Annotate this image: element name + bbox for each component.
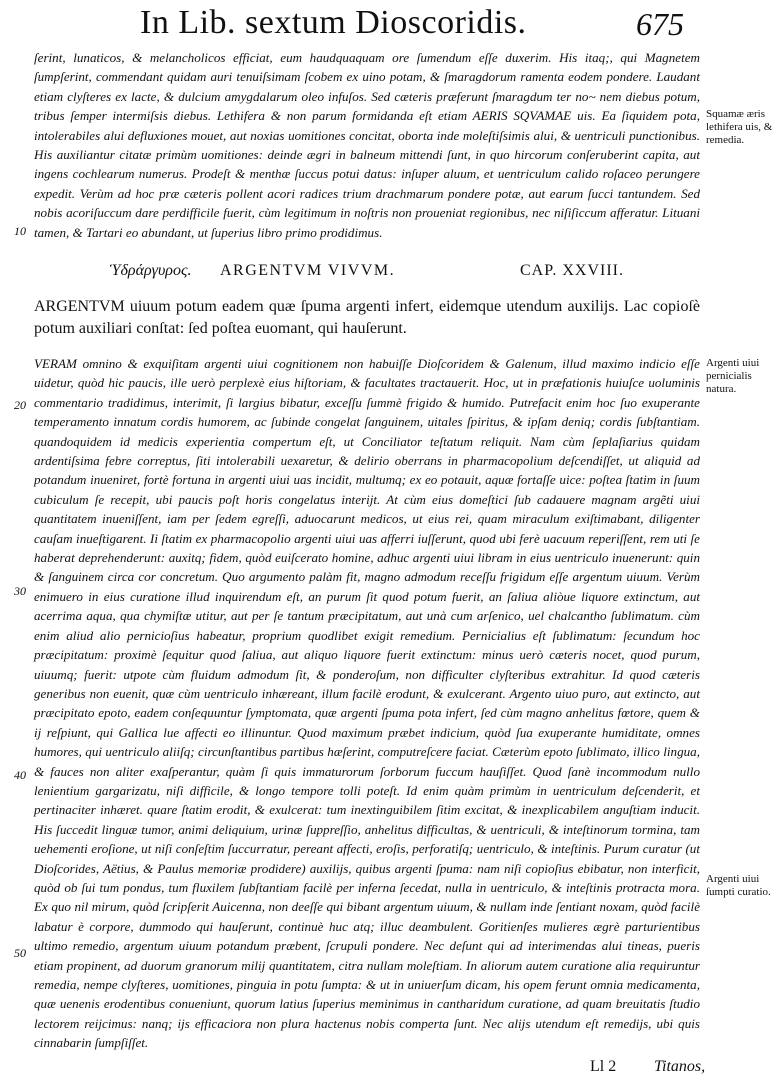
chapter-title: ARGENTVM VIVVM. bbox=[220, 262, 396, 279]
line-number: 30 bbox=[14, 584, 26, 598]
line-number: 10 bbox=[14, 224, 26, 238]
line-number: 20 bbox=[14, 398, 26, 412]
chapter-greek-title: Ὑδράργυρος. bbox=[110, 262, 192, 279]
page-footer bbox=[0, 1058, 784, 1084]
chapter-summary: ARGENTVM uiuum potum eadem quæ ſpuma argenti infert, eidemque utendum auxilijs. Lac copioſè potum auxiliari conſtat: ſed poſtea euomant, qui hauſerunt. bbox=[34, 298, 700, 337]
chapter-number: CAP. XXVIII. bbox=[520, 262, 624, 279]
margin-note-aeris: Squamæ æris lethifera uis, & remedia. bbox=[706, 108, 773, 146]
margin-note-argenti-curatio: Argenti uiui ſumpti curatio. bbox=[706, 873, 771, 898]
margin-note-argenti-natura: Argenti uiui pernicialis natura. bbox=[706, 357, 760, 395]
page-header bbox=[0, 4, 784, 44]
catchword: Titanos, bbox=[654, 1058, 706, 1075]
running-head: In Lib. sextum Dioscoridis. bbox=[140, 4, 527, 41]
line-number: 40 bbox=[14, 768, 26, 782]
paragraph-aeris-squama: ſerint, lunaticos, & melancholicos efficiat, eum haudquaquam ore ſumendum eſſe duxerim. His itaq;, qui Magnetem ſumpſerint, commendant quidam auri tenuiſsimam ſcobem ex uino potam, & ſmaragdorum ramenta eodem pondere. Laudant etiam clyſteres ex lacte, & dulcium amygdalarum oleo infuſos. Sed cæteris præferunt ſmaragdum ter no~ nem diebus potum, tribus ſemper intermiſsis diebus. Lethifera & non parum formidanda eſt etiam AERIS SQVAMAE uis. Ea ſiquidem pota, intolerabiles alui defluxiones mouet, aut noxias uomitiones concitat, oborta inde moleſtiſsimis alui, & uentriculi punctionibus. His auxiliantur citatæ primùm uomitiones: deinde ægri in balneum mittendi ſunt, in quo hircorum conſeruberint capita, aut ingens cochlearum numerus. Prodeſt & menthæ ſuccus potui datus: inſuper aluum, et uentriculum calido roſaceo perungere expedit. Verùm ad hoc præ cæteris pollent acori radices trium drachmarum pondere potæ, aut earum ſucci tantundem. Sed nobis acoriſuccum dare perdifficile fuerit, cùm legitimum in noſtris non proueniat regionibus, nec niſiſiccum afferatur. Lituani tamen, & Tartari eo abundant, ut ſuperius libro primo prodidimus. bbox=[34, 50, 700, 240]
line-number: 50 bbox=[14, 946, 26, 960]
paragraph-argentum-vivum: VERAM omnino & exquiſitam argenti uiui cognitionem non habuiſſe Dioſcoridem & Galenum, illud maximo indicio eſſe uidetur, quòd hic paucis, ille uerò perplexè eius hiſtoriam, & facultates tractauerit. Hoc, ut in præfationis huiuſce uoluminis commentario tradidimus, interimit, ſi largius bibatur, exceſſu ſummè frigido & humido. Putrefacit enim hoc ſuo exuperante temperamento innatum cordis humorem, ac ſubinde congelat ſanguinem, uitales ſpiritus, & ipſam deniq; cordis ſubſtantiam. quandoquidem id medicis experientia compertum eſt, ut Conciliator teſtatum reliquit. Nam cùm ſeplaſiarius quidam ardentiſsima febre correptus, ſiti intolerabili uexaretur, & delirio oberrans in pharmacopolium deſcendiſſet, ut aliquid ad potandum inueniret, fortè fortuna in argenti uiui uas incidit, multumq; ex eo potauit, aquæ fortaſſe uice: poſtea ſtatim in ſuum cubiculum ſe recepit, ubi paucis poſt horis congelatus interijt. At cùm eius domeſtici ſub cadauere magnam argẽti uiui quantitatem inueniſſent, iam per ſedem egreſſi, aduocarunt medicos, ut eius rei, quam miraculum exiſtimabant, diligenter cauſam inueſtigarent. Ii ſtatim ex pharmacopolio argenti uiui uas afferri iuſſerunt, quod ubi ferè uacuum reperiſſent, rem uti ſe haberat deprehenderunt: auxitq; fidem, quòd euiſcerato homine, adhuc argenti uiui libram in eius uentriculo inuenerunt: quin & ſanguinem circa cor concretum. Quo argumento palàm fit, magno admodum receſſu frigidum eſſe argentum uiuum. Verùm enimuero in eius curatione illud inquirendum eſt, an purum ſit quod potum fuerit, an ſaliua aliòue liquore extinctum, aut acerrima aqua, qua chymiſtæ utitur, aut per ſe tantum præcipitatum, aut unà cum arſenico, uel chalcantho ſublimatum. cùm enim aliud alio pernicioſius habeatur, proprium quodlibet exigit remedium. Pernicialius eſt ſublimatum: ſecundum hoc præcipitatum: proximè ſequitur quod ſaliua, aut aliquo liquore fuerit extinctum: minus uerò cæteris nocet, quod purum, uiuumq; fuerit: utpote cùm fluidum admodum ſit, & ponderoſum, non difficulter clyſteribus extrahitur. Id quod cæteris generibus non euenit, quæ cùm uentriculo inhæreant, illum facilè erodunt, & exulcerant. Argento uiuo puro, aut extincto, aut præcipitato epoto, eadem conſequuntur ſymptomata, quæ argenti ſpuma pota infert, ſed cùm magno anhelitus fœtore, quem & ij reſpiunt, qui Gallica lue affecti eo illinuntur. Quod maximum præbet indicium, quòd ſua exuperante humiditate, omnes humores, qui uentriculo aliiſq; circunſtantibus partibus hæſerint, computreſcere faciat. Cæterùm epoto ſublimato, illico lingua, & fauces non aliter exaſperantur, quàm ſi quis immaturorum ſorborum fuccum hauſiſſet. Quod ſanè incommodum nullo lenientium gargarizatu, niſi difficile, & longo tempore tolli poteſt. Id enim quàm primùm in uentriculum deſcenderit, et pertinaciter inhæret. quare ſtatim erodit, & exulcerat: tum inextinguibilem ſitim excitat, & inexplicabilem anguſtiam inducit. His ſuccedit linguæ tumor, animi deliquium, urinæ ſuppreſſio, anhelitus difficultas, & uentriculi, & inteſtinorum tormina, tam uehementi eroſione, ut niſi conſeſtim ſuccurratur, pereant affecti, eroſis, perforatiſq; uentriculo, & inteſtinis. Purum curatur (ut Dioſcorides, Aëtius, & Paulus memoriæ prodidere) auxilijs, quibus argenti ſpuma: nam niſi copioſius ebibatur, non interficit, quòd ob ſui tum pondus, tum fluxilem ſubſtantiam facilè per inferna ſecedat, nulla in uentriculo, & inteſtinis protracta mora. Ex quo nil mirum, quòd ſcripſerit Auicenna, non deeſſe qui bibant argentum uiuum, & nullam inde ſentiant noxam, quòd facilè labatur è corpore, dummodo qui hauſerunt, continuè huc atq; illuc deambulent. Goritienſes mulieres ægrè parturientibus ultimo remedio, argentum uiuum potandum præbent, ſcrupuli pondere. Nec deſunt qui ad interimendas alui tineas, pueris etiam propinent, ad duorum granorum milij quantitatem, citra nullam moleſtiam. In aliorum autem curatione alia requiruntur remedia, nempe clyſteres, uomitiones, pinguia in potu ſumpta: & ut in uniuerſum dicam, his opem ferunt omnia medicamenta, quæ uenenis erodentibus conueniunt, quorum latius ſuperius meminimus in cantharidum curatione, ad quam breuitatis ſtudio lectorem reijcimus: nanq; ijs efficaciora non plura hactenus nobis comperta ſunt. Nec alijs utendum eſt remedijs, ubi quis cinnabarin ſumpſiſſet. bbox=[34, 356, 700, 1051]
signature-mark: Ll 2 bbox=[590, 1058, 617, 1075]
page-number: 675 bbox=[636, 6, 684, 42]
